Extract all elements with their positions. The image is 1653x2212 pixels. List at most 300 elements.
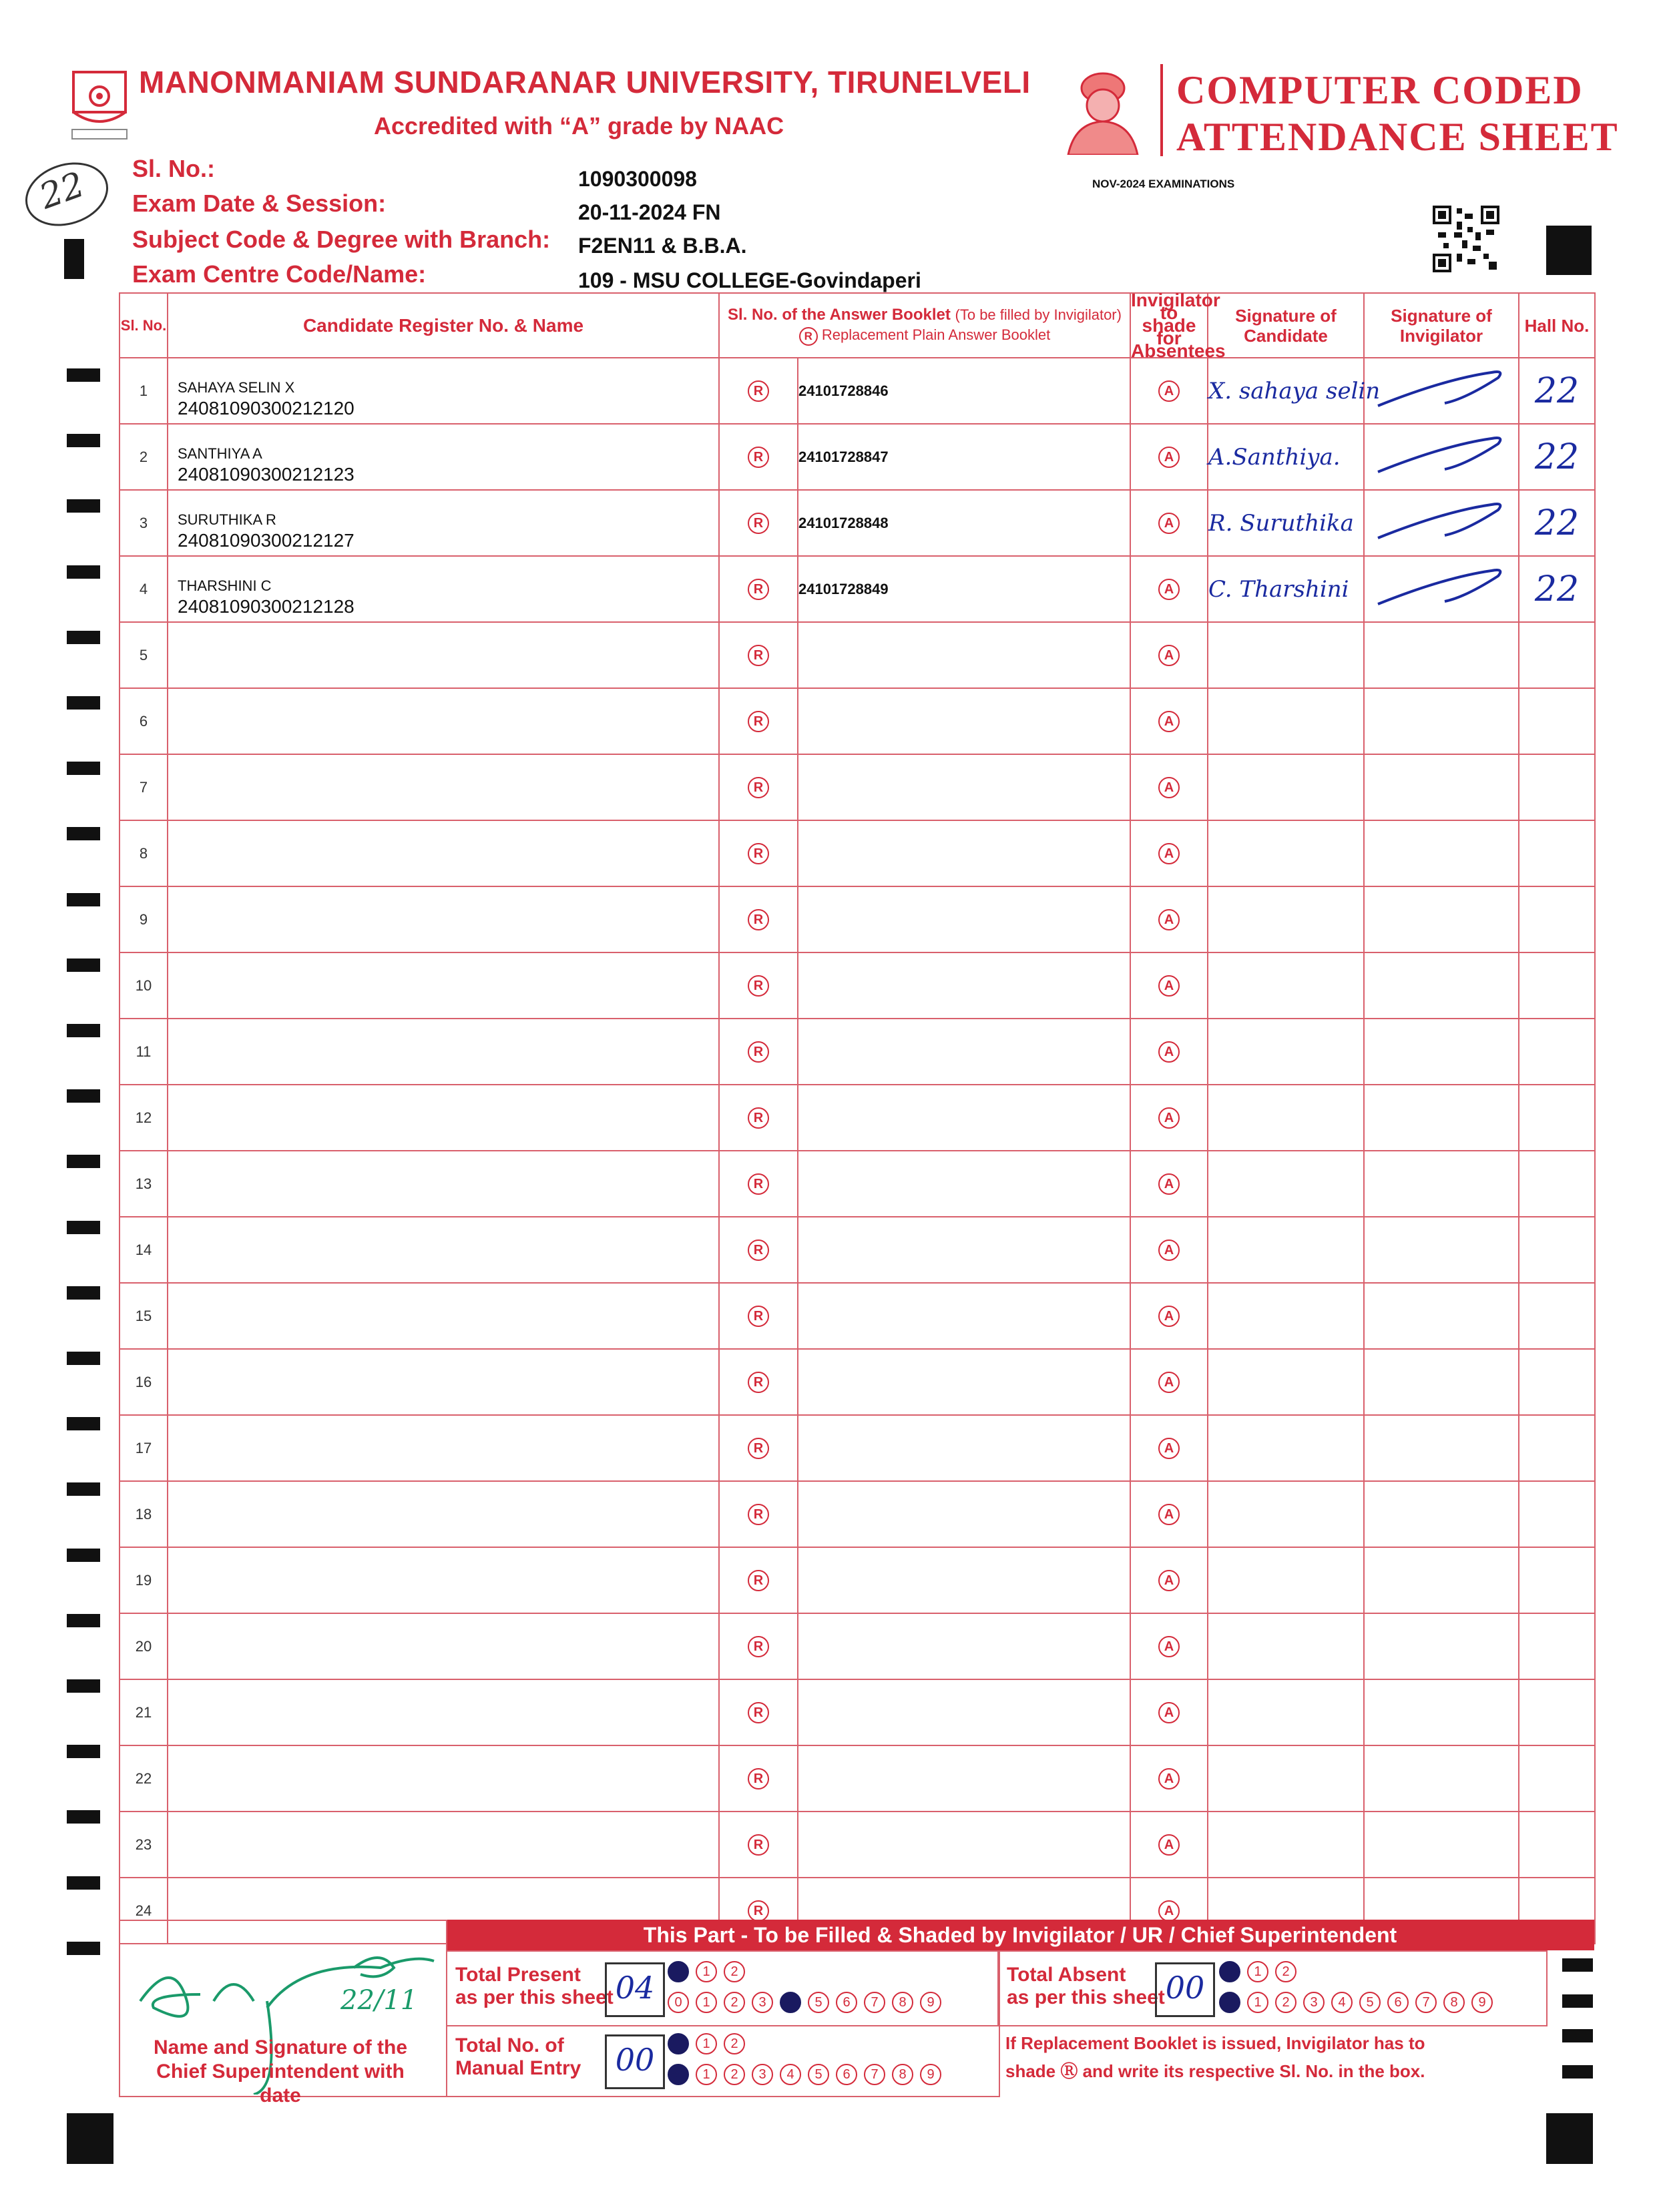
hall-number[interactable] [1519,952,1595,1019]
row-replacement-bubble[interactable] [719,1217,798,1283]
row-replacement-bubble[interactable] [719,1481,798,1547]
booklet-number-field[interactable] [798,1745,1130,1812]
row-replacement-bubble[interactable] [719,1085,798,1151]
total-absent-label [1007,1964,1165,2009]
candidate-register-no: 24081090300212123 [178,463,355,485]
digit-bubble[interactable]: 8 [1443,1992,1465,2013]
digit-bubble[interactable]: 6 [836,1992,857,2013]
candidate-signature[interactable] [1208,688,1364,754]
row-replacement-bubble[interactable] [719,754,798,820]
booklet-number-field[interactable] [798,820,1130,886]
row-sl-no: 6 [120,688,168,754]
candidate-register-no: 24081090300212127 [178,529,355,551]
candidate-signature[interactable] [1208,1019,1364,1085]
invigilator-signature[interactable] [1364,754,1519,820]
row-candidate [168,1415,719,1481]
hall-number[interactable] [1519,1085,1595,1151]
row-absent-bubble[interactable] [1130,886,1208,952]
row-replacement-bubble[interactable] [719,424,798,490]
candidate-signature[interactable] [1208,1085,1364,1151]
invigilator-signature[interactable] [1364,358,1519,424]
digit-bubble[interactable]: 9 [1471,1992,1493,2013]
row-candidate [168,358,719,424]
invigilator-signature[interactable] [1364,1745,1519,1812]
table-row [120,1151,1595,1217]
present-unit-bubbles[interactable] [668,1992,948,2013]
hall-number[interactable] [1519,1745,1595,1812]
candidate-signature[interactable] [1208,622,1364,688]
candidate-signature[interactable] [1208,952,1364,1019]
booklet-number-field[interactable] [798,1613,1130,1679]
university-logo-icon [69,69,130,143]
booklet-number-field[interactable] [798,1283,1130,1349]
timing-mark [67,1679,100,1693]
row-replacement-bubble[interactable] [719,1613,798,1679]
row-replacement-bubble[interactable] [719,1745,798,1812]
candidate-signature[interactable] [1208,886,1364,952]
manual-entry-label2: Manual Entry [455,2057,581,2079]
booklet-number-field[interactable] [798,1085,1130,1151]
candidate-register-no: 24081090300212128 [178,595,355,617]
hall-number[interactable] [1519,688,1595,754]
hall-number[interactable]: 22 [1519,358,1595,424]
invigilator-signature[interactable] [1364,1349,1519,1415]
hall-number[interactable] [1519,1349,1595,1415]
replacement-mark-icon: R [748,1768,769,1789]
candidate-signature[interactable] [1208,1812,1364,1878]
timing-mark [67,893,100,906]
row-replacement-bubble[interactable] [719,1151,798,1217]
digit-bubble[interactable]: 7 [1415,1992,1437,2013]
timing-mark [67,1549,100,1562]
replacement-header [720,325,1130,346]
absent-mark-icon: A [1158,909,1180,930]
digit-bubble[interactable]: 0 [1219,1961,1240,1982]
absent-mark-icon: A [1158,1306,1180,1327]
row-absent-bubble[interactable] [1130,358,1208,424]
row-absent-bubble[interactable] [1130,820,1208,886]
digit-bubble[interactable]: 6 [1387,1992,1409,2013]
invigilator-signature[interactable] [1364,1481,1519,1547]
row-sl-no: 20 [120,1613,168,1679]
digit-bubble[interactable]: 2 [724,2033,745,2054]
digit-bubble[interactable]: 5 [808,2064,829,2085]
replacement-mark-icon: R [748,1636,769,1657]
founder-portrait-icon [1061,65,1144,155]
timing-mark [67,368,100,382]
absent-unit-bubbles[interactable] [1219,1992,1499,2013]
row-replacement-bubble[interactable] [719,556,798,622]
absent-tens-bubbles[interactable] [1219,1961,1303,1982]
row-absent-bubble[interactable] [1130,952,1208,1019]
total-absent-label2: as per this sheet [1007,1986,1165,2008]
timing-mark [67,1155,100,1168]
invigilator-signature[interactable] [1364,1812,1519,1878]
timing-mark [67,1614,100,1627]
row-replacement-bubble[interactable] [719,1415,798,1481]
invigilator-signature[interactable] [1364,1679,1519,1745]
table-row [120,1481,1595,1547]
candidate-signature[interactable] [1208,1679,1364,1745]
digit-bubble[interactable]: 8 [892,1992,913,2013]
timing-mark [67,1745,100,1758]
row-replacement-bubble[interactable] [719,1349,798,1415]
hall-number[interactable] [1519,1415,1595,1481]
timing-mark [1562,1994,1593,2008]
absent-mark-icon: A [1158,1372,1180,1393]
sheet-title-line2: ATTENDANCE SHEET [1176,115,1619,159]
row-replacement-bubble[interactable] [719,1283,798,1349]
digit-bubble[interactable]: 5 [1359,1992,1381,2013]
row-replacement-bubble[interactable] [719,1679,798,1745]
absent-mark-icon: A [1158,975,1180,997]
booklet-number-field[interactable] [798,1812,1130,1878]
invigilator-signature[interactable] [1364,1151,1519,1217]
row-absent-bubble[interactable] [1130,1085,1208,1151]
candidate-signature[interactable] [1208,754,1364,820]
table-row [120,622,1595,688]
row-sl-no: 13 [120,1151,168,1217]
row-replacement-bubble[interactable] [719,490,798,556]
row-replacement-bubble[interactable] [719,1547,798,1613]
row-candidate [168,1613,719,1679]
invigilator-signature-stroke [1365,557,1511,617]
booklet-header-text [720,305,1130,325]
table-row [120,556,1595,622]
row-sl-no: 19 [120,1547,168,1613]
row-absent-bubble[interactable] [1130,754,1208,820]
timing-mark [67,1089,100,1103]
digit-bubble[interactable]: 0 [1219,1992,1240,2013]
table-row [120,424,1595,490]
invigilator-signature[interactable] [1364,1283,1519,1349]
invigilator-signature[interactable] [1364,886,1519,952]
row-absent-bubble[interactable] [1130,1745,1208,1812]
digit-bubble[interactable]: 7 [864,1992,885,2013]
timing-mark [67,565,100,579]
row-candidate [168,1085,719,1151]
absent-mark-icon: A [1158,1173,1180,1195]
booklet-number-field[interactable]: 24101728848 [798,490,1130,556]
row-absent-bubble[interactable] [1130,1679,1208,1745]
row-candidate [168,1745,719,1812]
row-replacement-bubble[interactable] [719,1812,798,1878]
row-absent-bubble[interactable] [1130,1415,1208,1481]
digit-bubble[interactable]: 7 [864,2064,885,2085]
hall-number[interactable] [1519,1812,1595,1878]
alignment-marker [64,239,84,279]
candidate-signature[interactable] [1208,1745,1364,1812]
digit-bubble[interactable]: 4 [1331,1992,1353,2013]
alignment-marker [1546,226,1592,275]
row-replacement-bubble[interactable] [719,688,798,754]
col-booklet-header [719,293,1130,358]
row-sl-no: 18 [120,1481,168,1547]
total-absent-box [997,1950,1548,2026]
row-absent-bubble[interactable] [1130,556,1208,622]
replacement-mark-icon: R [748,909,769,930]
replacement-mark-icon: R [748,1438,769,1459]
absent-mark-icon: A [1158,1041,1180,1063]
hall-number[interactable] [1519,1547,1595,1613]
candidate-signature[interactable] [1208,1217,1364,1283]
invigilator-signature[interactable] [1364,424,1519,490]
col-candidate-header: Candidate Register No. & Name [168,293,719,358]
row-absent-bubble[interactable] [1130,424,1208,490]
digit-bubble[interactable]: 1 [1247,1992,1268,2013]
row-sl-no: 3 [120,490,168,556]
invigilator-signature[interactable] [1364,622,1519,688]
booklet-number-field[interactable] [798,1415,1130,1481]
absent-mark-icon: A [1158,1768,1180,1789]
row-absent-bubble[interactable] [1130,622,1208,688]
replacement-mark-icon: R [748,1239,769,1261]
table-row [120,1217,1595,1283]
replacement-mark-icon: R [748,1306,769,1327]
row-candidate [168,556,719,622]
total-present-box [446,1950,1000,2026]
invigilator-signature[interactable] [1364,1019,1519,1085]
centre-label: Exam Centre Code/Name: [132,260,427,288]
row-absent-bubble[interactable] [1130,1547,1208,1613]
digit-bubble[interactable]: 3 [1303,1992,1325,2013]
invigilator-signature[interactable] [1364,1613,1519,1679]
booklet-number-field[interactable] [798,1481,1130,1547]
row-sl-no: 12 [120,1085,168,1151]
manual-tens-bubbles[interactable] [668,2033,752,2054]
hall-number[interactable] [1519,754,1595,820]
row-absent-bubble[interactable] [1130,1151,1208,1217]
candidate-signature[interactable] [1208,820,1364,886]
row-sl-no: 1 [120,358,168,424]
booklet-number-field[interactable]: 24101728846 [798,358,1130,424]
booklet-number-field[interactable] [798,1547,1130,1613]
row-absent-bubble[interactable] [1130,1217,1208,1283]
row-absent-bubble[interactable] [1130,688,1208,754]
invigilator-signature[interactable] [1364,1547,1519,1613]
candidate-signature[interactable] [1208,1613,1364,1679]
digit-bubble[interactable]: 1 [696,1961,717,1982]
replacement-mark-icon: R [748,380,769,402]
booklet-number-field[interactable]: 24101728849 [798,556,1130,622]
row-replacement-bubble[interactable] [719,886,798,952]
row-candidate [168,490,719,556]
total-present-label1: Total Present [455,1964,581,1986]
replacement-mark-icon: R [748,1041,769,1063]
hall-number[interactable] [1519,1217,1595,1283]
bottom-band: This Part - To be Filled & Shaded by Invigilator / UR / Chief Superintendent [446,1920,1594,1950]
row-candidate [168,1812,719,1878]
booklet-number-field[interactable] [798,1349,1130,1415]
table-row [120,754,1595,820]
absent-mark-icon: A [1158,1239,1180,1261]
invigilator-signature[interactable] [1364,688,1519,754]
digit-bubble[interactable]: 0 [668,2064,689,2085]
total-absent-label1: Total Absent [1007,1964,1126,1986]
invigilator-signature[interactable] [1364,490,1519,556]
replacement-mark-icon: R [748,843,769,864]
digit-bubble[interactable]: 2 [724,2064,745,2085]
replacement-mark-icon: R [748,645,769,666]
hall-number[interactable] [1519,820,1595,886]
candidate-signature[interactable]: A.Santhiya. [1208,424,1364,490]
invigilator-signature[interactable] [1364,820,1519,886]
booklet-number-field[interactable] [798,886,1130,952]
digit-bubble[interactable]: 1 [696,1992,717,2013]
row-replacement-bubble[interactable] [719,622,798,688]
absent-mark-icon: A [1158,1504,1180,1525]
candidate-signature[interactable] [1208,1481,1364,1547]
candidate-signature[interactable]: C. Tharshini [1208,556,1364,622]
digit-bubble[interactable]: 2 [1275,1992,1296,2013]
row-sl-no: 17 [120,1415,168,1481]
digit-bubble[interactable]: 3 [752,2064,773,2085]
row-sl-no: 11 [120,1019,168,1085]
digit-bubble[interactable]: 1 [696,2064,717,2085]
invigilator-signature-stroke [1365,491,1511,551]
booklet-number-field[interactable] [798,1151,1130,1217]
candidate-signature[interactable] [1208,1547,1364,1613]
booklet-number-field[interactable]: 24101728847 [798,424,1130,490]
candidate-signature[interactable] [1208,1349,1364,1415]
row-replacement-bubble[interactable] [719,952,798,1019]
row-candidate [168,1019,719,1085]
total-present-label2: as per this sheet [455,1986,614,2008]
replacement-mark-icon: R [748,1107,769,1129]
row-candidate [168,1283,719,1349]
subject-label: Subject Code & Degree with Branch: [132,226,551,253]
replacement-mark-icon: R [748,1372,769,1393]
row-absent-bubble[interactable] [1130,1613,1208,1679]
candidate-signature[interactable] [1208,1283,1364,1349]
digit-bubble[interactable]: 9 [920,1992,941,2013]
hall-number[interactable]: 22 [1519,424,1595,490]
digit-bubble[interactable]: 8 [892,2064,913,2085]
timing-mark [67,1024,100,1037]
row-absent-bubble[interactable] [1130,1481,1208,1547]
attendance-table [119,292,1596,1944]
booklet-number-field[interactable] [798,688,1130,754]
hall-number[interactable]: 22 [1519,490,1595,556]
table-row [120,886,1595,952]
invigilator-signature[interactable] [1364,1217,1519,1283]
timing-mark [67,958,100,972]
invigilator-signature[interactable] [1364,1415,1519,1481]
replacement-mark-icon: R [748,513,769,534]
digit-bubble[interactable]: 1 [1247,1961,1268,1982]
replacement-mark-icon: R [748,1702,769,1723]
booklet-number-field[interactable] [798,1019,1130,1085]
present-tens-bubbles[interactable] [668,1961,752,1982]
candidate-signature[interactable]: X. sahaya selin [1208,358,1364,424]
total-absent-field[interactable]: 00 [1155,1962,1215,2017]
row-absent-bubble[interactable] [1130,490,1208,556]
row-absent-bubble[interactable] [1130,1019,1208,1085]
hall-number[interactable] [1519,886,1595,952]
hall-number[interactable] [1519,1283,1595,1349]
row-sl-no: 4 [120,556,168,622]
digit-bubble[interactable]: 1 [696,2033,717,2054]
digit-bubble[interactable]: 3 [752,1992,773,2013]
absent-mark-icon: A [1158,513,1180,534]
booklet-number-field[interactable] [798,952,1130,1019]
row-sl-no: 21 [120,1679,168,1745]
row-absent-bubble[interactable] [1130,1283,1208,1349]
booklet-number-field[interactable] [798,754,1130,820]
header-divider [1160,64,1163,156]
hall-number[interactable] [1519,1019,1595,1085]
digit-bubble[interactable]: 2 [724,1992,745,2013]
row-replacement-bubble[interactable] [719,358,798,424]
hall-number[interactable] [1519,1679,1595,1745]
digit-bubble[interactable]: 2 [724,1961,745,1982]
table-row [120,952,1595,1019]
digit-bubble[interactable]: 4 [780,1992,801,2013]
digit-bubble[interactable]: 0 [668,1961,689,1982]
row-sl-no: 16 [120,1349,168,1415]
row-replacement-bubble[interactable] [719,1019,798,1085]
row-candidate [168,1349,719,1415]
candidate-signature[interactable] [1208,1151,1364,1217]
row-absent-bubble[interactable] [1130,1812,1208,1878]
digit-bubble[interactable]: 6 [836,2064,857,2085]
row-replacement-bubble[interactable] [719,820,798,886]
hall-number[interactable] [1519,622,1595,688]
booklet-number-field[interactable] [798,622,1130,688]
hall-number[interactable] [1519,1613,1595,1679]
digit-bubble[interactable]: 9 [920,2064,941,2085]
col-sl-header: Sl. No. [120,293,168,358]
candidate-signature[interactable]: R. Suruthika [1208,490,1364,556]
row-absent-bubble[interactable] [1130,1349,1208,1415]
chief-box [119,1920,447,2107]
digit-bubble[interactable]: 2 [1275,1961,1296,1982]
digit-bubble[interactable]: 4 [780,2064,801,2085]
row-sl-no: 23 [120,1812,168,1878]
digit-bubble[interactable]: 0 [668,2033,689,2054]
digit-bubble[interactable]: 5 [808,1992,829,2013]
row-candidate [168,622,719,688]
exam-tag: NOV-2024 EXAMINATIONS [1092,178,1235,190]
hall-number[interactable] [1519,1151,1595,1217]
sl-no-value: 1090300098 [578,167,697,191]
invigilator-signature[interactable] [1364,1085,1519,1151]
hall-number[interactable] [1519,1481,1595,1547]
booklet-number-field[interactable] [798,1217,1130,1283]
invigilator-signature-stroke [1365,359,1511,419]
timing-mark [67,434,100,447]
candidate-name: THARSHINI C [178,577,272,594]
row-candidate [168,688,719,754]
manual-unit-bubbles[interactable] [668,2064,948,2085]
invigilator-signature[interactable] [1364,952,1519,1019]
candidate-signature[interactable] [1208,1415,1364,1481]
booklet-number-field[interactable] [798,1679,1130,1745]
circled-mark-text: 22 [34,164,90,218]
absent-mark-icon: A [1158,1107,1180,1129]
manual-entry-field[interactable]: 00 [605,2034,665,2089]
replacement-header-text: Replacement Plain Answer Booklet [821,326,1051,343]
row-sl-no: 9 [120,886,168,952]
invigilator-signature[interactable] [1364,556,1519,622]
booklet-header-note: (To be filled by Invigilator) [955,306,1122,323]
total-present-field[interactable]: 04 [605,1962,665,2017]
row-sl-no: 10 [120,952,168,1019]
digit-bubble[interactable]: 0 [668,1992,689,2013]
timing-mark [67,631,100,644]
replacement-note [1005,2029,1425,2085]
hall-number[interactable]: 22 [1519,556,1595,622]
